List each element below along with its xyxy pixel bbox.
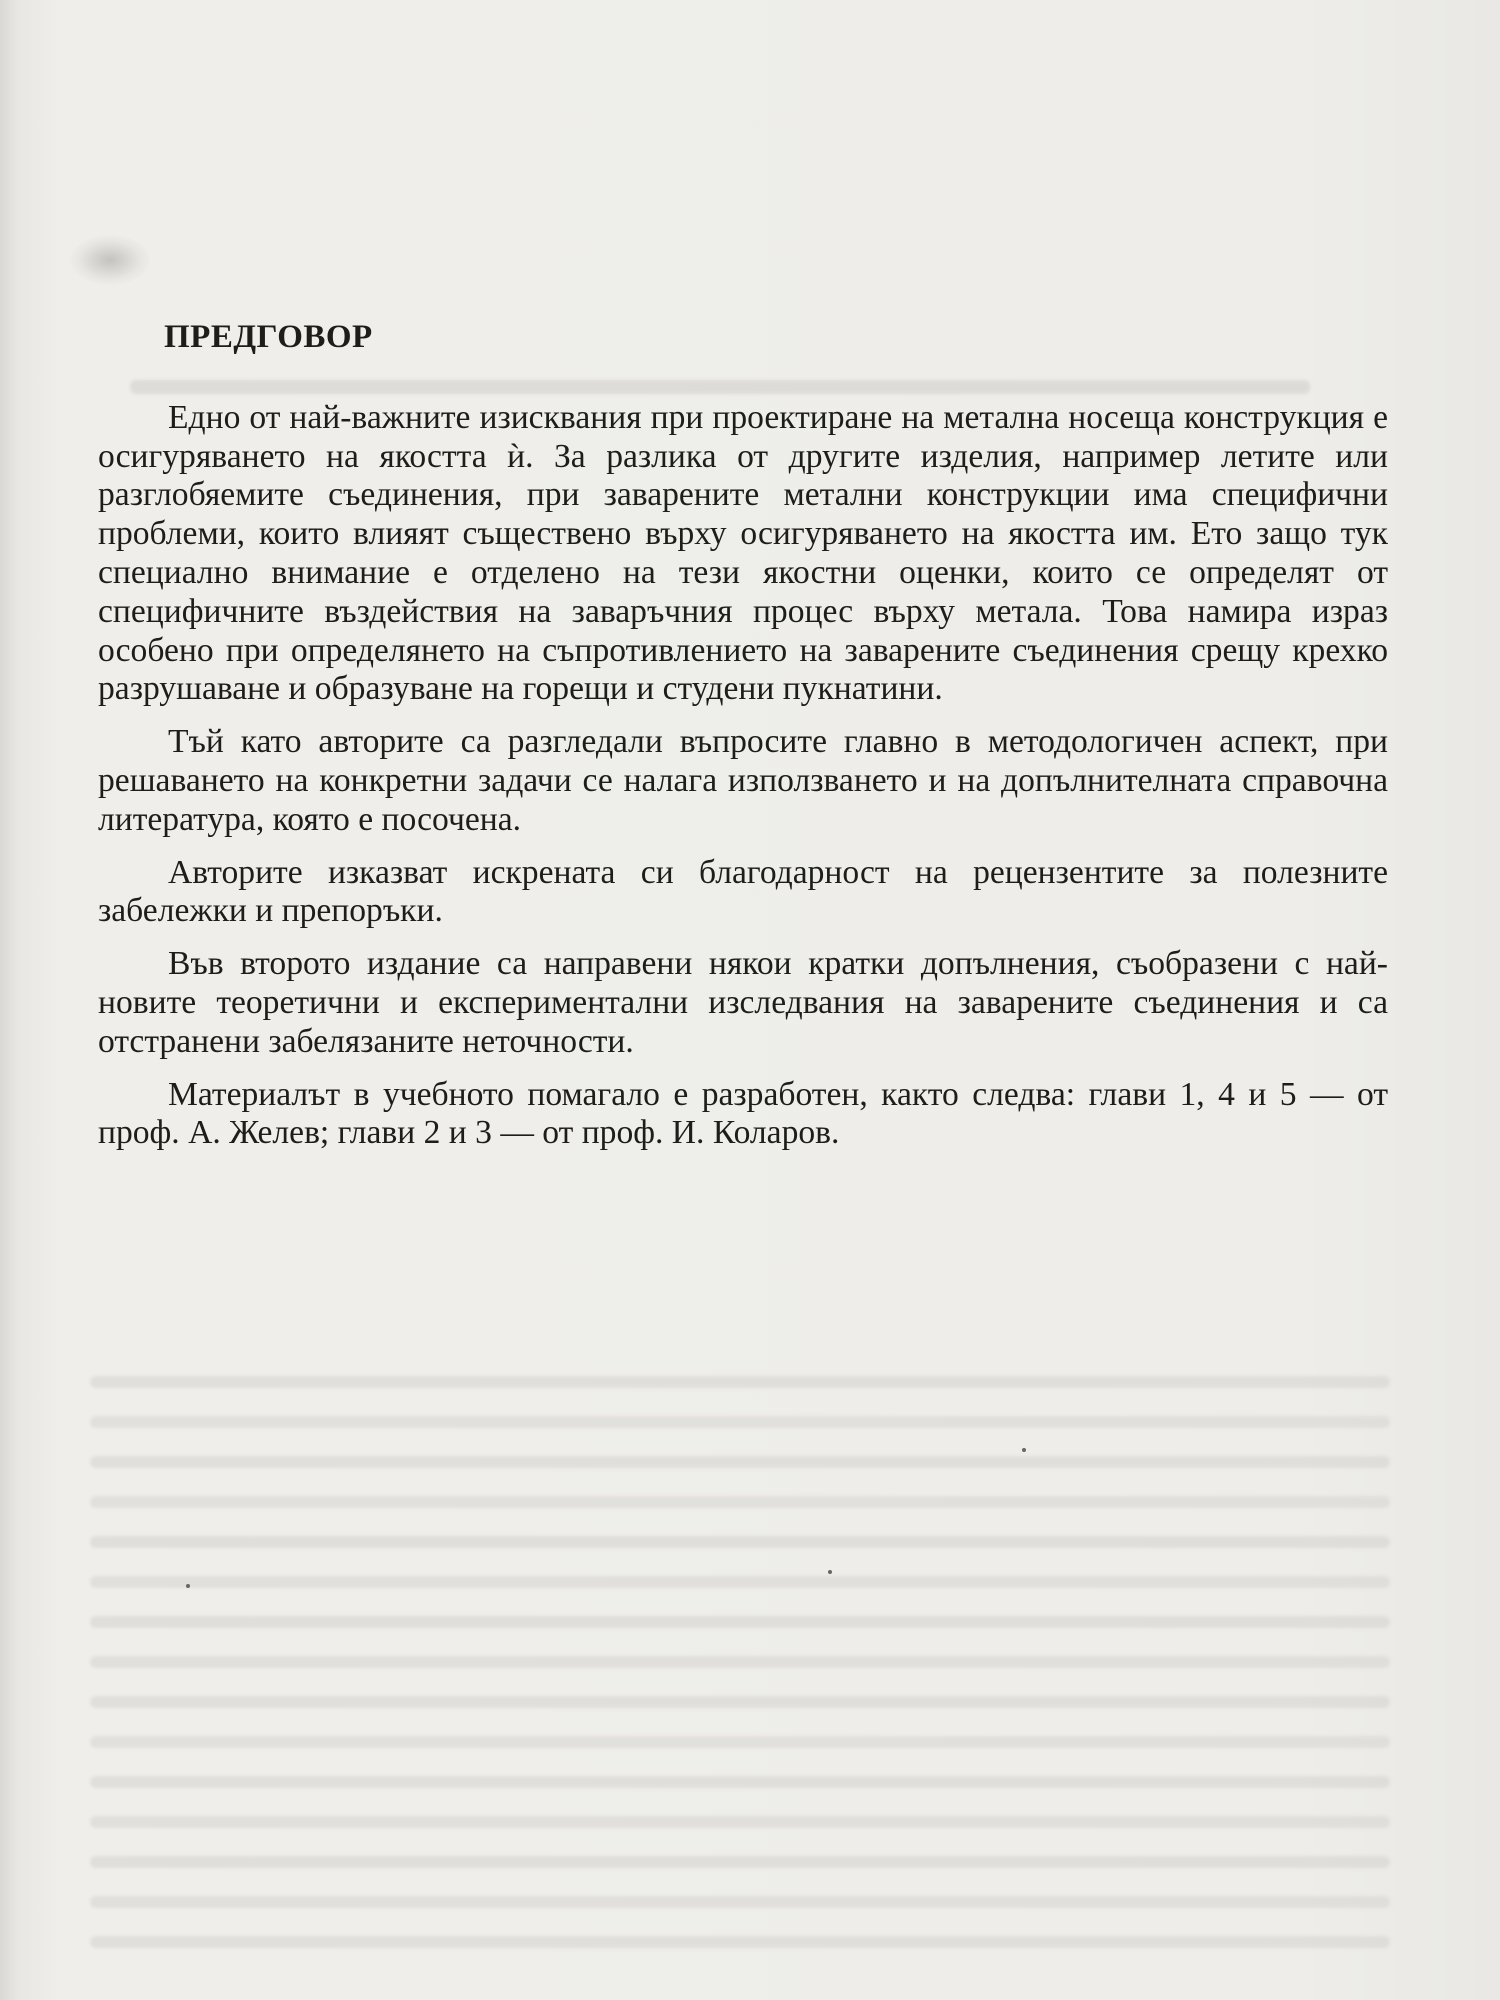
preface-text-block — [98, 318, 1388, 1167]
print-speck — [186, 1584, 190, 1588]
page-smudge — [70, 235, 150, 285]
paragraph: Във второто издание са направени някои кратки допълнения, съобразени с най-новите теоретични и експериментални изследвания на заварените съединения и са отстранени забелязаните неточности. — [98, 945, 1388, 1060]
page-title: ПРЕДГОВОР — [164, 319, 373, 355]
paragraph: Материалът в учебното помагало е разработен, както следва: глави 1, 4 и 5 — от проф. А. Желев; глави 2 и 3 — от проф. И. Коларов. — [98, 1075, 1388, 1152]
paragraph: Авторите изказват искрената си благодарност на рецензентите за полезните забележки и препоръки. — [98, 853, 1388, 930]
paragraph: Тъй като авторите са разгледали въпросите главно в методологичен аспект, при решаването на конкретни задачи се налага използването и на допълнителната справочна литература, която е посочена. — [98, 723, 1388, 838]
paragraph: Едно от най-важните изисквания при проектиране на метална носеща конструкция е осигуряването на якостта ѝ. За разлика от другите изделия, например летите или разглобяемите съединения, при заварените метални конструкции има специфични проблеми, които влияят съществено върху осигуряването на якостта им. Ето защо тук специално внимание е отделено на тези якостни оценки, които се определят от специфичните въздействия на заваръчния процес върху метала. Това намира израз особено при определянето на съпротивлението на заварените съединения срещу крехко разрушаване и образуване на горещи и студени пукнатини. — [98, 398, 1388, 708]
print-speck — [828, 1570, 832, 1574]
print-speck — [1022, 1448, 1026, 1452]
reverse-side-bleed-bottom — [90, 1360, 1390, 1976]
